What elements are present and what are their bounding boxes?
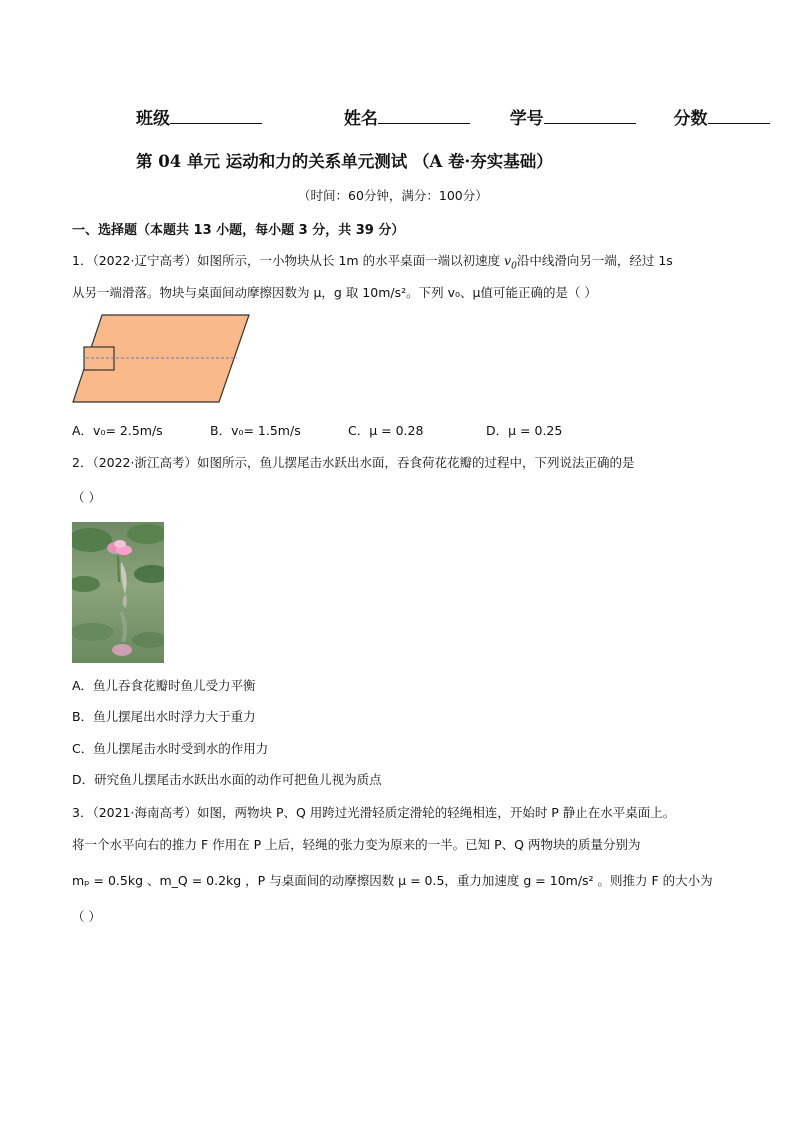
class-label: 班级 (136, 109, 170, 129)
q1-option-d[interactable]: D．μ = 0.25 (486, 423, 563, 438)
q3-line3: mₚ = 0.5kg 、m_Q = 0.2kg ，P 与桌面间的动摩擦因数 μ = 0.5，重力加速度 g = 10m/s² 。则推力 F 的大小为 (72, 873, 713, 888)
q1-option-a[interactable]: A．v₀= 2.5m/s (72, 423, 163, 438)
score-label: 分数 (673, 109, 708, 129)
q1-text-b: 沿中线滑向另一端，经过 1s (516, 253, 673, 268)
q1-v0-sub: 0 (511, 261, 517, 272)
section-heading: 一、选择题（本题共 13 小题，每小题 3 分，共 39 分） (72, 223, 405, 238)
q2-option-d[interactable]: D．研究鱼儿摆尾击水跃出水面的动作可把鱼儿视为质点 (72, 772, 382, 787)
q2-option-a[interactable]: A．鱼儿吞食花瓣时鱼儿受力平衡 (72, 678, 256, 693)
q1-line1 (72, 251, 673, 272)
header-row (136, 104, 770, 129)
name-blank[interactable] (378, 107, 470, 124)
id-blank[interactable] (544, 107, 636, 124)
id-label: 学号 (509, 109, 544, 129)
q3-line4: （ ） (72, 909, 101, 924)
score-blank[interactable] (708, 107, 770, 124)
q3-line2: 将一个水平向右的推力 F 作用在 P 上后，轻绳的张力变为原来的一半。已知 P、Q 两物块的质量分别为 (72, 837, 641, 852)
q1-line2: 从另一端滑落。物块与桌面间动摩擦因数为 μ，g 取 10m/s²。下列 v₀、μ值可能正确的是（ ） (72, 285, 597, 300)
class-blank[interactable] (170, 107, 262, 124)
q1-option-c[interactable]: C．μ = 0.28 (348, 423, 424, 438)
q3-line1: 3．（2021·海南高考）如图，两物块 P、Q 用跨过光滑轻质定滑轮的轻绳相连，开始时 P 静止在水平桌面上。 (72, 805, 676, 820)
q1-option-b[interactable]: B．v₀= 1.5m/s (210, 423, 301, 438)
q2-option-c[interactable]: C．鱼儿摆尾击水时受到水的作用力 (72, 741, 269, 756)
q1-v0: v (504, 253, 512, 268)
q1-text-a: 1．（2022·辽宁高考）如图所示，一小物块从长 1m 的水平桌面一端以初速度 (72, 253, 505, 268)
name-label: 姓名 (343, 109, 378, 129)
q1-table-figure (72, 313, 252, 405)
q2-fish-lotus-photo (72, 522, 164, 663)
q2-line2: （ ） (72, 490, 101, 505)
q2-option-b[interactable]: B．鱼儿摆尾出水时浮力大于重力 (72, 709, 256, 724)
q2-line1: 2．（2022·浙江高考）如图所示，鱼儿摆尾击水跃出水面，吞食荷花花瓣的过程中，下列说法正确的是 (72, 455, 635, 470)
page-subtitle: （时间：60分钟，满分：100分） (298, 188, 488, 203)
page-title: 第 04 单元 运动和力的关系单元测试 （A 卷·夯实基础） (136, 152, 553, 171)
